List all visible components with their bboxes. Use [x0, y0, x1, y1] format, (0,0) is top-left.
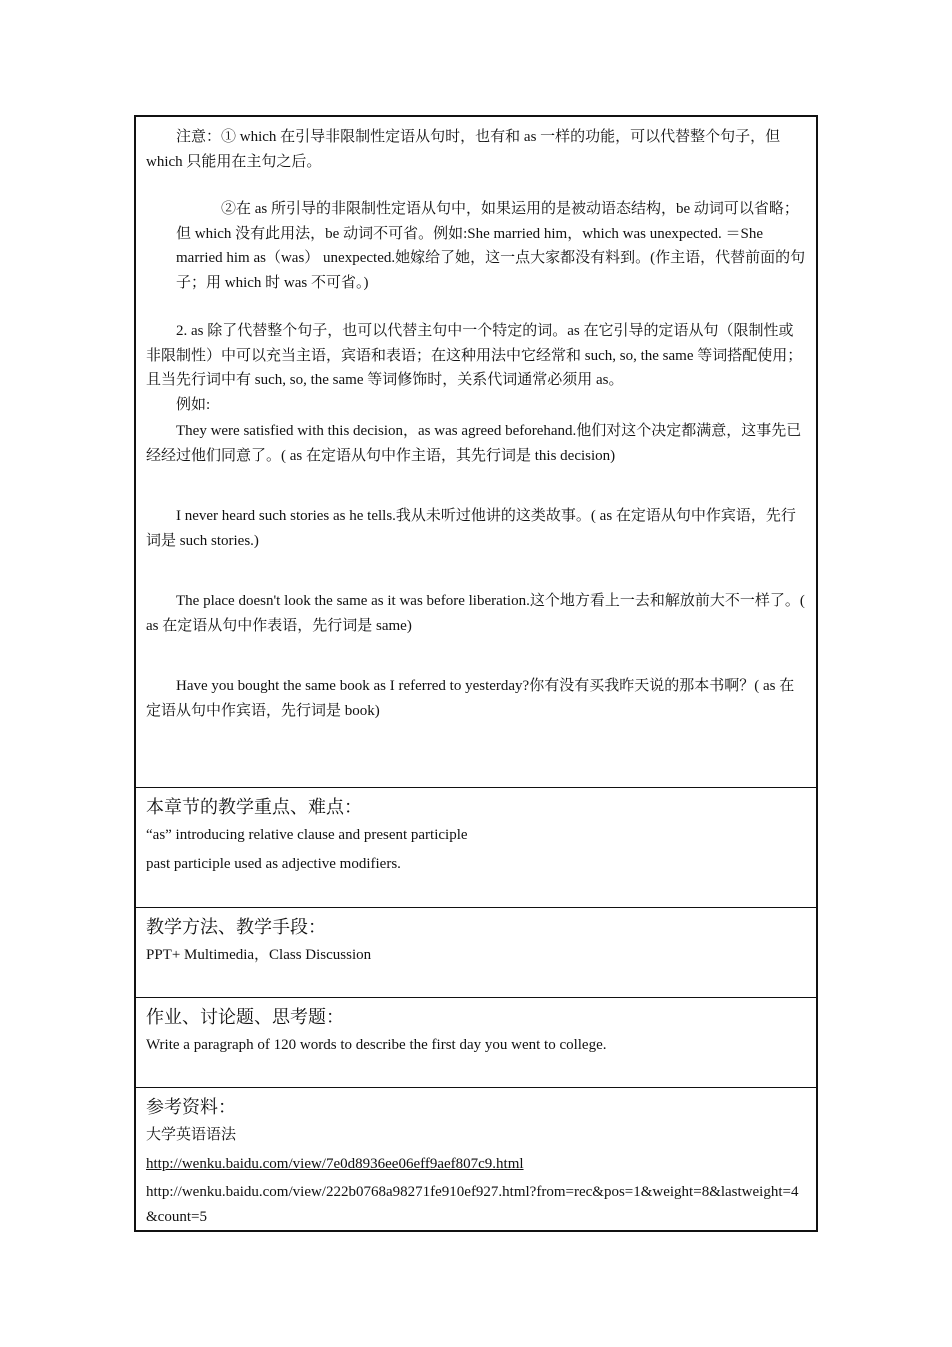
example-3: The place doesn't look the same as it was before liberation.这个地方看上一去和解放前大不一样了。( as 在定语从句中作表语，先行词是 same) — [146, 593, 805, 634]
reference-link-1-line — [146, 1152, 806, 1177]
note-which-paragraph: 注意：① which 在引导非限制性定语从句时，也有和 as 一样的功能，可以代替整个句子，但 which 只能用在主句之后。 — [146, 129, 781, 170]
key-point-line-2: past participle used as adjective modifiers. — [146, 855, 401, 872]
homework-heading: 作业、讨论题、思考题： — [146, 1007, 344, 1027]
key-points-cell — [136, 787, 816, 907]
homework-cell — [136, 997, 816, 1087]
point-2-paragraph: 2. as 除了代替整个句子，也可以代替主句中一个特定的词。as 在它引导的定语从句（限制性或非限制性）中可以充当主语，宾语和表语；在这种用法中它经常和 such, so, the same 等词搭配使用；且当先行词中有 such, so, the same 等词修饰时，关系代词通常必须用 as。 — [146, 323, 803, 388]
key-point-line-1: “as” introducing relative clause and present participle — [146, 827, 468, 843]
references-heading: 参考资料： — [146, 1097, 236, 1117]
methods-line-1: PPT+ Multimedia，Class Discussion — [146, 947, 372, 963]
homework-line-1: Write a paragraph of 120 words to describe the first day you went to college. — [146, 1037, 607, 1053]
note-as-passive-paragraph: ②在 as 所引导的非限制性定语从句中，如果运用的是被动语态结构，be 动词可以省略；但 which 没有此用法，be 动词不可省。例如:She married him，which was unexpected. ＝She married him as（was） unexpected.她嫁给了她，这一点大家都没有料到。(作主语，代替前面的句子；用 which 时 was 不可省。) — [176, 201, 806, 291]
example-1: They were satisfied with this decision，as was agreed beforehand.他们对这个决定都满意，这事先已经经过他们同意了。( as 在定语从句中作主语，其先行词是 this decision) — [146, 423, 802, 464]
reference-link-2: http://wenku.baidu.com/view/222b0768a98271fe910ef927.html?from=rec&pos=1&weight=8&lastweight=4&count=5 — [146, 1184, 799, 1225]
example-2: I never heard such stories as he tells.我从未听过他讲的这类故事。( as 在定语从句中作宾语，先行词是 such stories.) — [146, 508, 796, 549]
example-label: 例如: — [176, 396, 211, 413]
example-4: Have you bought the same book as I referred to yesterday?你有没有买我昨天说的那本书啊？( as 在定语从句中作宾语，先行词是 book) — [146, 678, 795, 719]
key-points-heading: 本章节的教学重点、难点： — [146, 797, 362, 817]
grammar-notes-cell — [136, 117, 816, 787]
lesson-plan-table — [134, 115, 818, 1232]
reference-book: 大学英语语法 — [146, 1127, 237, 1143]
references-cell — [136, 1087, 816, 1230]
methods-heading: 教学方法、教学手段： — [146, 917, 326, 937]
reference-link-1[interactable]: http://wenku.baidu.com/view/7e0d8936ee06eff9aef807c9.html — [146, 1155, 524, 1172]
methods-cell — [136, 907, 816, 997]
